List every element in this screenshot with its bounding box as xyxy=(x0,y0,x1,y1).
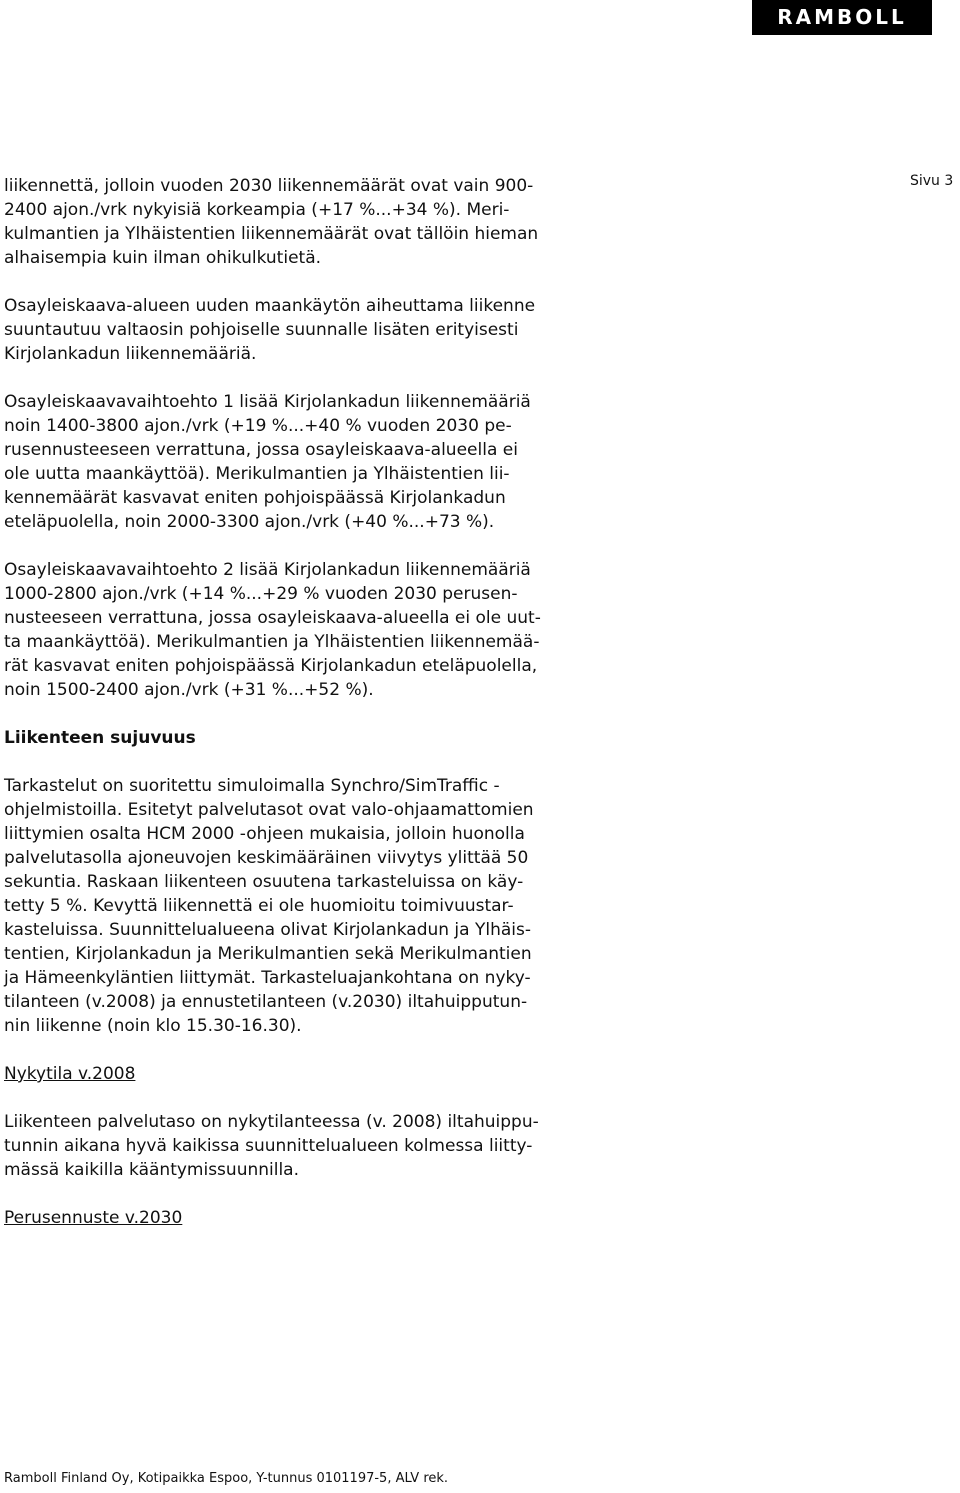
section-heading-traffic-flow: Liikenteen sujuvuus xyxy=(4,728,196,748)
paragraph-simulation-method: Tarkastelut on suoritettu simuloimalla Synchro/SimTraffic - ohjelmistoilla. Esitetyt palvelutasot ovat valo-ohjaamattomien liittymien osalta HCM 2000 -ohjeen mukaisia, jolloin huonolla palvelutasolla ajoneuvojen keskimääräinen viivytys ylittää 50 sekuntia. Raskaan liikenteen osuutena tarkasteluissa on käy- tetty 5 %. Kevyttä liikennettä ei ole huomioitu toimivuustar- kasteluissa. Suunnittelualueena olivat Kirjolankadun ja Ylhäis- tentien, Kirjolankadun ja Merikulmantien sekä Merikulmantien ja Hämeenkyläntien liittymät. Tarkasteluajankohtana on nyky- tilanteen (v.2008) ja ennustetilanteen (v.2030) iltahuipputun- nin liikenne (noin klo 15.30-16.30). xyxy=(4,776,534,1036)
company-footer: Ramboll Finland Oy, Kotipaikka Espoo, Y-tunnus 0101197-5, ALV rek. xyxy=(4,1471,449,1486)
subheading-current-state: Nykytila v.2008 xyxy=(4,1064,136,1084)
page-number: Sivu 3 xyxy=(910,173,954,189)
paragraph-alternative-2: Osayleiskaavavaihtoehto 2 lisää Kirjolankadun liikennemääriä 1000-2800 ajon./vrk (+14 %...+29 % vuoden 2030 perusen- nusteeseen verrattuna, jossa osayleiskaava-alueella ei ole uut- ta maankäyttöä). Merikulmantien ja Ylhäistentien liikennemää- rät kasvavat eniten pohjoispäässä Kirjolankadun eteläpuolella, noin 1500-2400 ajon./vrk (+31 %...+52 %). xyxy=(4,560,541,700)
paragraph-land-use-traffic: Osayleiskaava-alueen uuden maankäytön aiheuttama liikenne suuntautuu valtaosin pohjoiselle suunnalle lisäten erityisesti Kirjolankadun liikennemääriä. xyxy=(4,296,536,364)
paragraph-traffic-bypass: liikennettä, jolloin vuoden 2030 liikennemäärät ovat vain 900- 2400 ajon./vrk nykyisiä korkeampia (+17 %...+34 %). Meri- kulmantien ja Ylhäistentien liikennemäärät ovat tällöin hieman alhaisempia kuin ilman ohikulkutietä. xyxy=(4,176,539,268)
ramboll-logo: RAMBOLL xyxy=(752,0,932,35)
subheading-base-forecast: Perusennuste v.2030 xyxy=(4,1208,183,1228)
paragraph-alternative-1: Osayleiskaavavaihtoehto 1 lisää Kirjolankadun liikennemääriä noin 1400-3800 ajon./vrk (+19 %...+40 % vuoden 2030 pe- rusennusteeseen verrattuna, jossa osayleiskaava-alueella ei ole uutta maankäyttöä). Merikulmantien ja Ylhäistentien lii- kennemäärät kasvavat eniten pohjoispäässä Kirjolankadun eteläpuolella, noin 2000-3300 ajon./vrk (+40 %...+73 %). xyxy=(4,392,531,532)
document-body xyxy=(4,174,644,1254)
paragraph-current-service-level: Liikenteen palvelutaso on nykytilanteessa (v. 2008) iltahuippu- tunnin aikana hyvä kaikissa suunnittelualueen kolmessa liitty- mässä kaikilla kääntymissuunnilla. xyxy=(4,1112,539,1180)
